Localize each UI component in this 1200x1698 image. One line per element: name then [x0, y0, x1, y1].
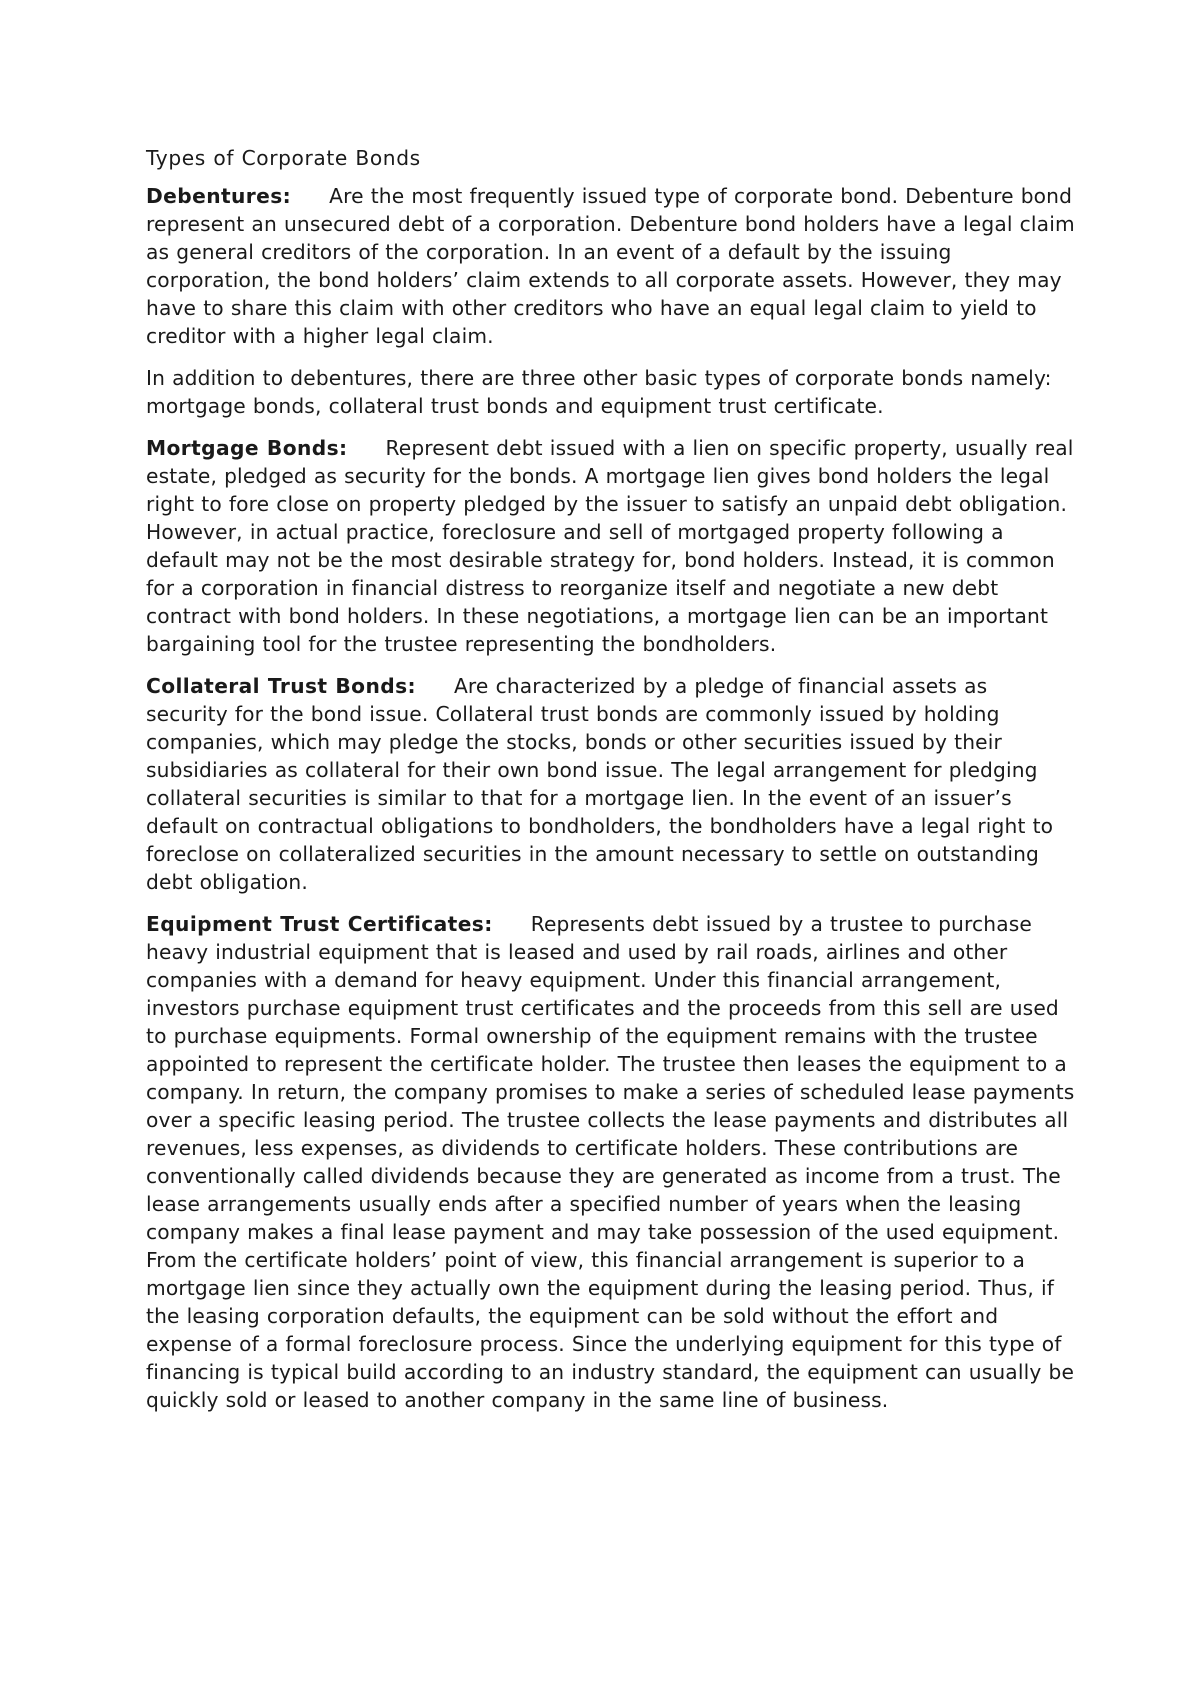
- section-text: Are characterized by a pledge of financial assets as security for the bond issue. Collateral trust bonds are commonly issued by holding companies, which may pledge the stocks, bonds or other securities issued by their subsidiaries as collateral for their own bond issue. The legal arrangement for pledging collateral securities is similar to that for a mortgage lien. In the event of an issuer’s default on contractual obligations to bondholders, the bondholders have a legal right to foreclose on collateralized securities in the amount necessary to settle on outstanding debt obligation.: [146, 674, 1054, 894]
- section-term: Equipment Trust Certificates:: [146, 912, 493, 936]
- document-page: [146, 144, 1076, 1428]
- section-equipment-trust-certificates: [146, 910, 1076, 1414]
- section-mortgage-bonds: [146, 434, 1076, 658]
- section-text: Represent debt issued with a lien on specific property, usually real estate, pledged as security for the bonds. A mortgage lien gives bond holders the legal right to fore close on property pledged by the issuer to satisfy an unpaid debt obligation. However, in actual practice, foreclosure and sell of mortgaged property following a default may not be the most desirable strategy for, bond holders. Instead, it is common for a corporation in financial distress to reorganize itself and negotiate a new debt contract with bond holders. In these negotiations, a mortgage lien can be an important bargaining tool for the trustee representing the bondholders.: [146, 436, 1074, 656]
- section-collateral-trust-bonds: [146, 672, 1076, 896]
- section-term: Debentures:: [146, 184, 292, 208]
- section-intro-types: [146, 364, 1076, 420]
- section-term: Mortgage Bonds:: [146, 436, 348, 460]
- section-text: Are the most frequently issued type of corporate bond. Debenture bond represent an unsecured debt of a corporation. Debenture bond holders have a legal claim as general creditors of the corporation. In an event of a default by the issuing corporation, the bond holders’ claim extends to all corporate assets. However, they may have to share this claim with other creditors who have an equal legal claim to yield to creditor with a higher legal claim.: [146, 184, 1075, 348]
- document-title: Types of Corporate Bonds: [146, 146, 421, 170]
- section-text: Represents debt issued by a trustee to purchase heavy industrial equipment that is leased and used by rail roads, airlines and other companies with a demand for heavy equipment. Under this financial arrangement, investors purchase equipment trust certificates and the proceeds from this sell are used to purchase equipments. Formal ownership of the equipment remains with the trustee appointed to represent the certificate holder. The trustee then leases the equipment to a company. In return, the company promises to make a series of scheduled lease payments over a specific leasing period. The trustee collects the lease payments and distributes all revenues, less expenses, as dividends to certificate holders. These contributions are conventionally called dividends because they are generated as income from a trust. The lease arrangements usually ends after a specified number of years when the leasing company makes a final lease payment and may take possession of the used equipment. From the certificate holders’ point of view, this financial arrangement is superior to a mortgage lien since they actually own the equipment during the leasing period. Thus, if the leasing corporation defaults, the equipment can be sold without the effort and expense of a formal foreclosure process. Since the underlying equipment for this type of financing is typical build according to an industry standard, the equipment can usually be quickly sold or leased to another company in the same line of business.: [146, 912, 1075, 1412]
- section-text: In addition to debentures, there are three other basic types of corporate bonds namely: mortgage bonds, collateral trust bonds and equipment trust certificate.: [146, 366, 1052, 418]
- section-term: Collateral Trust Bonds:: [146, 674, 416, 698]
- section-debentures: [146, 182, 1076, 350]
